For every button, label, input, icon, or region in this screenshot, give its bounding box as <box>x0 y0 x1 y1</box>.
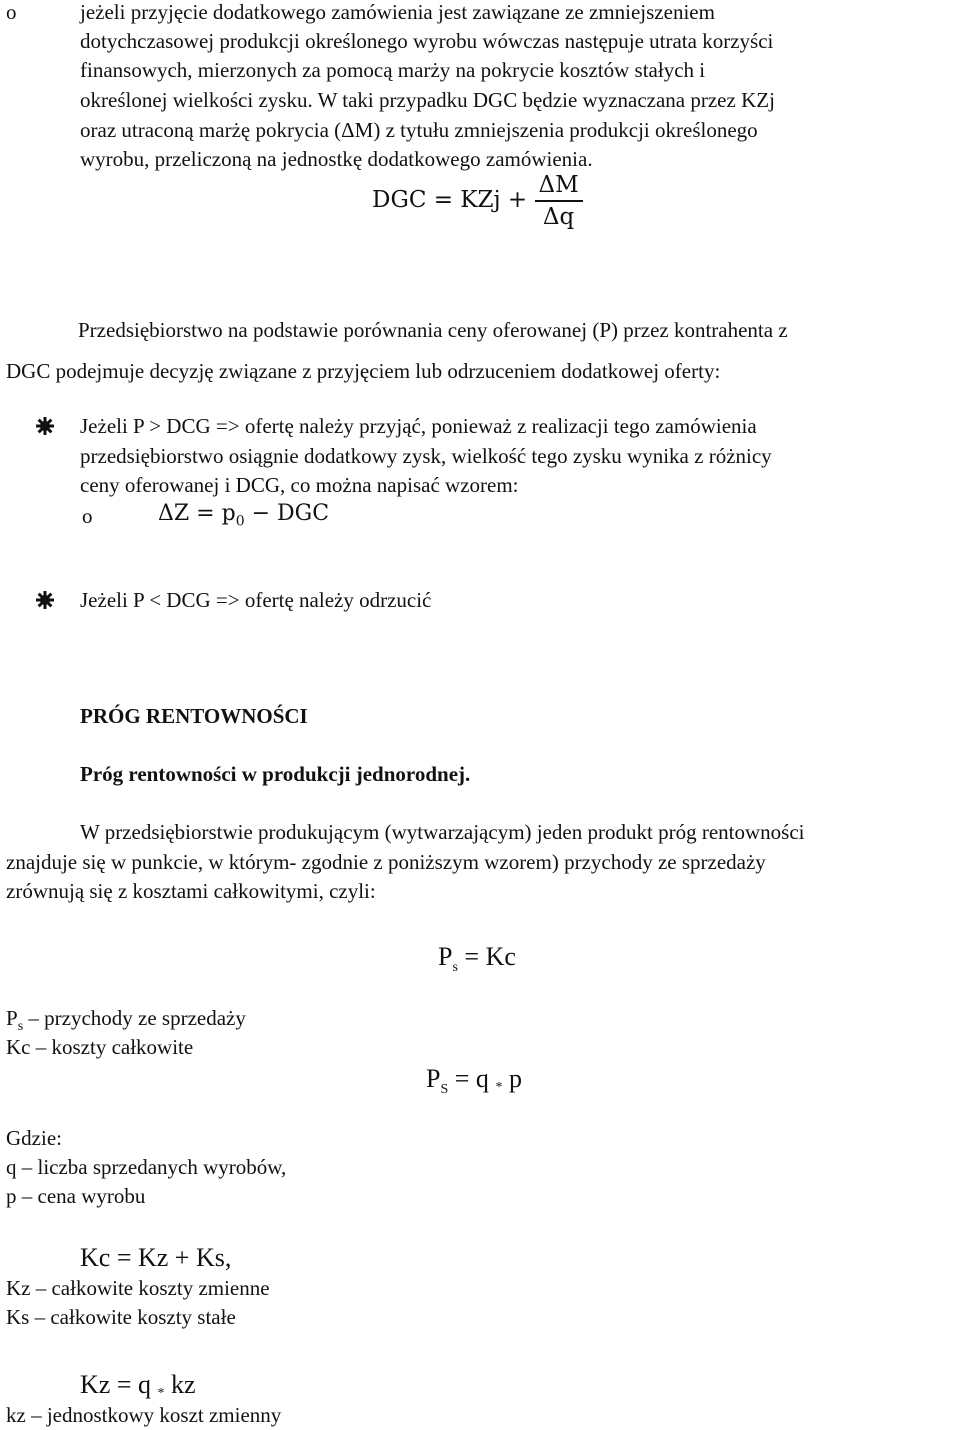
formula-subscript: s <box>452 960 458 976</box>
sunburst-bullet-icon <box>36 416 54 441</box>
formula-kz <box>80 1370 196 1402</box>
formula-rest: = Kc <box>457 942 516 971</box>
formula-kc: Kc = Kz + Ks, <box>80 1243 232 1272</box>
def-subscript: s <box>17 1019 24 1035</box>
paragraph-line: finansowych, mierzonych za pomocą marży na pokrycie kosztów stałych i <box>80 58 706 82</box>
formula-lhs: Kz = q <box>80 1370 158 1399</box>
definition-p: p – cena wyrobu <box>6 1184 146 1208</box>
fraction-numerator: ΔM <box>535 172 583 202</box>
formula-ps-kc <box>438 942 516 976</box>
definition-ps <box>6 1006 246 1035</box>
paragraph-line: zrównują się z kosztami całkowitymi, czyli: <box>6 879 376 903</box>
formula-dgc-lhs: DGC = KZj + <box>372 187 528 213</box>
paragraph-line: Przedsiębiorstwo na podstawie porównania ceny oferowanej (P) przez kontrahenta z <box>78 318 788 342</box>
definition-kz: Kz – całkowite koszty zmienne <box>6 1276 270 1300</box>
bullet-text-line: Jeżeli P > DCG => ofertę należy przyjąć, ponieważ z realizacji tego zamówienia <box>80 414 757 438</box>
multiply-operator: * <box>495 1080 503 1095</box>
def-text: – przychody ze sprzedaży <box>23 1006 246 1030</box>
paragraph-line: dotychczasowej produkcji określonego wyrobu wówczas następuje utrata korzyści <box>80 29 774 53</box>
paragraph-line: jeżeli przyjęcie dodatkowego zamówienia jest zawiązane ze zmniejszeniem <box>80 0 715 24</box>
paragraph-line: oraz utraconą marżę pokrycia (ΔM) z tytułu zmniejszenia produkcji określonego <box>80 118 758 142</box>
paragraph-line: W przedsiębiorstwie produkującym (wytwarzającym) jeden produkt próg rentowności <box>80 820 805 844</box>
definition-q: q – liczba sprzedanych wyrobów, <box>6 1155 287 1179</box>
formula-subscript: S <box>440 1082 449 1098</box>
formula-p: P <box>426 1064 441 1093</box>
gdzie-label: Gdzie: <box>6 1126 62 1150</box>
formula-mid: = q <box>448 1064 496 1093</box>
formula-dgc <box>372 172 583 230</box>
formula-rhs: kz <box>164 1370 196 1399</box>
formula-delta-z-subscript: 0 <box>235 513 245 530</box>
definition-ks: Ks – całkowite koszty stałe <box>6 1305 236 1329</box>
formula-ps-qp <box>426 1064 522 1098</box>
list-bullet-o: o <box>6 0 17 24</box>
bullet-text-line: ceny oferowanej i DCG, co można napisać wzorem: <box>80 473 519 497</box>
formula-dgc-fraction <box>535 172 583 230</box>
paragraph-line: znajduje się w punkcie, w którym- zgodnie z poniższym wzorem) przychody ze sprzedaży <box>6 850 766 874</box>
formula-p: P <box>438 942 453 971</box>
bullet-text-line: Jeżeli P < DCG => ofertę należy odrzucić <box>80 588 432 612</box>
formula-delta-z-lhs: ΔZ = p <box>158 501 236 526</box>
definition-kz-unit: kz – jednostkowy koszt zmienny <box>6 1403 282 1427</box>
section-subheading: Próg rentowności w produkcji jednorodnej. <box>80 762 471 786</box>
list-bullet-o: o <box>82 504 93 528</box>
sunburst-bullet-icon <box>36 590 54 615</box>
definition-kc: Kc – koszty całkowite <box>6 1035 194 1059</box>
paragraph-line: DGC podejmuje decyzję związane z przyjęciem lub odrzuceniem dodatkowej oferty: <box>6 359 721 383</box>
paragraph-line: określonej wielkości zysku. W taki przypadku DGC będzie wyznaczana przez KZj <box>80 88 775 112</box>
multiply-operator: * <box>157 1386 165 1401</box>
formula-delta-z <box>158 501 329 529</box>
bullet-text-line: przedsiębiorstwo osiągnie dodatkowy zysk, wielkość tego zysku wynika z różnicy <box>80 444 772 468</box>
formula-delta-z-rhs: − DGC <box>251 501 330 526</box>
formula-rest: p <box>502 1064 522 1093</box>
def-symbol: P <box>6 1006 18 1030</box>
section-heading: PRÓG RENTOWNOŚCI <box>80 704 308 728</box>
fraction-denominator: Δq <box>542 204 575 230</box>
paragraph-line: wyrobu, przeliczoną na jednostkę dodatkowego zamówienia. <box>80 147 593 171</box>
